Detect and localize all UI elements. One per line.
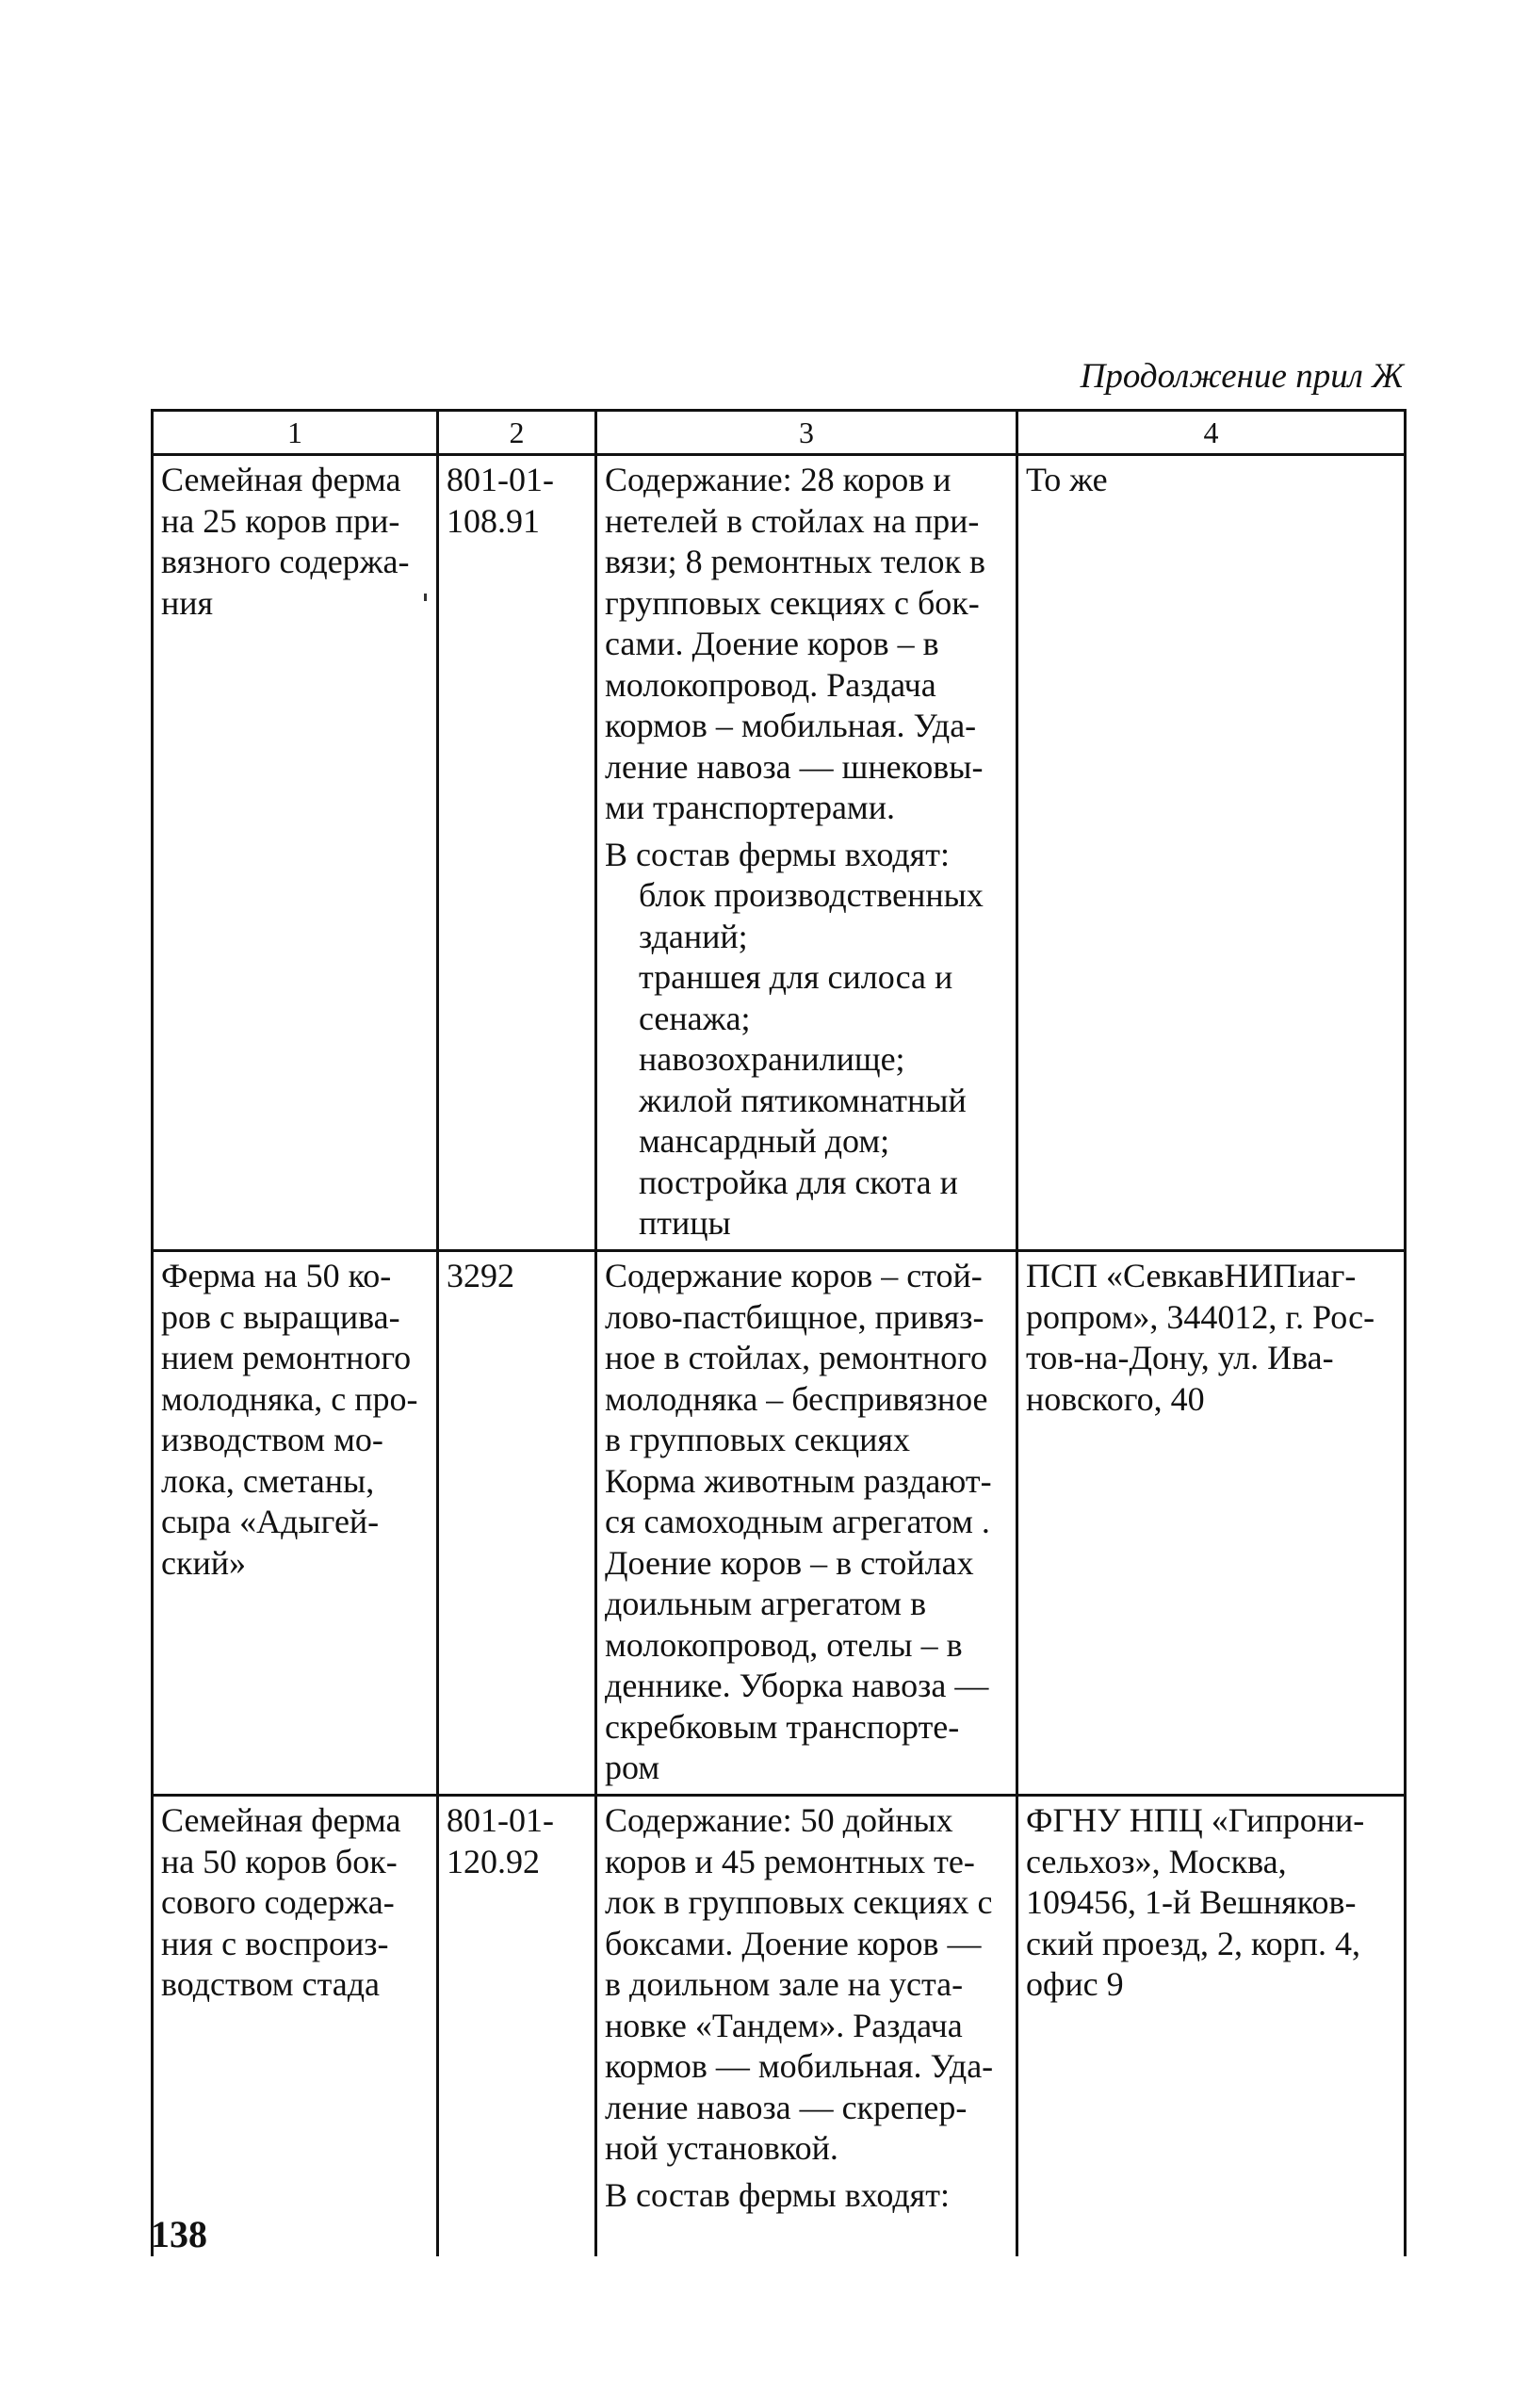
- farm-name-cell: [153, 1796, 438, 2257]
- table-row: [153, 455, 1406, 1251]
- text-line: лово-пастбищное, привяз-: [605, 1297, 984, 1336]
- table-header-row: [153, 411, 1406, 455]
- text-line: ление навоза — скрепер-: [605, 2088, 968, 2126]
- text-line: ся самоходным агрегатом .: [605, 1503, 990, 1540]
- projects-table: [151, 409, 1407, 2256]
- text-line: на 25 коров при-: [161, 501, 400, 540]
- developer-cell: [1017, 1796, 1406, 2257]
- header-col-1: 1: [153, 411, 438, 455]
- table-row: [153, 1796, 1406, 2257]
- table-row: [153, 1251, 1406, 1796]
- text-line: вязи; 8 ремонтных телок в: [605, 543, 985, 580]
- text-line: вязного содержа-: [161, 543, 410, 580]
- text-line: тов-на-Дону, ул. Ива-: [1026, 1339, 1334, 1376]
- text-line: ПСП «СевкавНИПиаг-: [1026, 1257, 1357, 1294]
- list-item: жилой пятикомнатный: [639, 1081, 967, 1119]
- text-line: Семейная ферма: [161, 1801, 401, 1839]
- text-line: групповых секциях с бок-: [605, 583, 980, 622]
- list-item: птицы: [639, 1204, 731, 1242]
- project-code-cell: [438, 1251, 596, 1796]
- description-cell: [596, 1796, 1017, 2257]
- text-line: 120.92: [447, 1842, 540, 1880]
- text-line: 108.91: [447, 501, 540, 540]
- text-line: новке «Тандем». Раздача: [605, 2006, 963, 2044]
- text-line: ский»: [161, 1543, 246, 1582]
- text-line: 801-01-: [447, 461, 554, 498]
- list-intro: В состав фермы входят:: [605, 835, 950, 873]
- text-line: Доение коров – в стойлах: [605, 1543, 974, 1582]
- text-line: сового содержа-: [161, 1883, 395, 1921]
- farm-name-cell: [153, 455, 438, 1251]
- text-line: в групповых секциях: [605, 1421, 910, 1458]
- project-code-cell: [438, 1796, 596, 2257]
- text-line: ния с воспроиз-: [161, 1924, 389, 1962]
- text-line: Содержание коров – стой-: [605, 1257, 983, 1294]
- text-line: ский проезд, 2, корп. 4,: [1026, 1924, 1360, 1962]
- scan-speck: [424, 594, 427, 601]
- text-line: ром: [605, 1749, 660, 1786]
- header-col-4: 4: [1017, 411, 1406, 455]
- project-code-cell: [438, 455, 596, 1251]
- header-col-2: 2: [438, 411, 596, 455]
- text-line: лока, сметаны,: [161, 1461, 375, 1500]
- list-item: блок производственных: [639, 876, 984, 914]
- text-line: ной установкой.: [605, 2129, 838, 2167]
- text-line: нетелей в стойлах на при-: [605, 501, 980, 540]
- text-line: сельхоз», Москва,: [1026, 1842, 1287, 1880]
- text-line: деннике. Уборка навоза —: [605, 1667, 989, 1704]
- text-line: Содержание: 28 коров и: [605, 461, 952, 498]
- text-line: молодняка – беспривязное: [605, 1379, 988, 1418]
- text-line: ное в стойлах, ремонтного: [605, 1339, 988, 1376]
- list-item: траншея для силоса и: [639, 958, 953, 996]
- text-line: ния: [161, 583, 214, 622]
- description-cell: [596, 455, 1017, 1251]
- text-line: ФГНУ НПЦ «Гипрони-: [1026, 1801, 1365, 1839]
- text-line: сами. Доение коров – в: [605, 625, 939, 662]
- text-line: кормов – мобильная. Уда-: [605, 707, 977, 744]
- list-item: зданий;: [639, 917, 748, 955]
- list-item: сенажа;: [639, 999, 751, 1037]
- text-line: То же: [1026, 461, 1108, 498]
- list-item: мансардный дом;: [639, 1122, 890, 1160]
- developer-cell: [1017, 1251, 1406, 1796]
- farm-name-cell: [153, 1251, 438, 1796]
- text-line: ров с выращива-: [161, 1297, 400, 1336]
- text-line: ропром», 344012, г. Рос-: [1026, 1297, 1375, 1336]
- text-line: лок в групповых секциях с: [605, 1883, 993, 1921]
- text-line: кормов — мобильная. Уда-: [605, 2047, 994, 2085]
- text-line: доильным агрегатом в: [605, 1585, 927, 1622]
- text-line: молокопровод. Раздача: [605, 665, 936, 704]
- text-line: В состав фермы входят:: [605, 2175, 950, 2214]
- text-line: в доильном зале на уста-: [605, 1965, 964, 2003]
- text-line: молодняка, с про-: [161, 1379, 418, 1418]
- header-col-3: 3: [596, 411, 1017, 455]
- page-number: 138: [151, 2213, 207, 2255]
- text-line: нием ремонтного: [161, 1339, 412, 1376]
- text-line: Семейная ферма: [161, 461, 401, 498]
- text-line: Ферма на 50 ко-: [161, 1257, 392, 1294]
- text-line: 3292: [447, 1257, 514, 1294]
- text-line: 109456, 1-й Вешняков-: [1026, 1883, 1357, 1921]
- text-line: сыра «Адыгей-: [161, 1503, 380, 1540]
- text-line: скребковым транспорте-: [605, 1707, 960, 1746]
- text-line: ление навоза — шнековы-: [605, 747, 984, 786]
- text-line: боксами. Доение коров —: [605, 1924, 982, 1962]
- developer-cell: [1017, 455, 1406, 1251]
- text-line: ми транспортерами.: [605, 789, 895, 826]
- text-line: изводством мо-: [161, 1421, 383, 1458]
- list-item: навозохранилище;: [639, 1040, 905, 1078]
- list-item: постройка для скота и: [639, 1163, 958, 1201]
- text-line: Корма животным раздают-: [605, 1461, 992, 1500]
- text-line: водством стада: [161, 1965, 381, 2003]
- text-line: офис 9: [1026, 1965, 1124, 2003]
- text-line: молокопровод, отелы – в: [605, 1625, 963, 1664]
- text-line: на 50 коров бок-: [161, 1842, 398, 1880]
- text-line: Содержание: 50 дойных: [605, 1801, 953, 1839]
- continuation-label: Продолжение прил Ж: [1080, 357, 1404, 396]
- text-line: коров и 45 ремонтных те-: [605, 1842, 975, 1880]
- description-cell: [596, 1251, 1017, 1796]
- text-line: новского, 40: [1026, 1379, 1205, 1418]
- text-line: 801-01-: [447, 1801, 554, 1839]
